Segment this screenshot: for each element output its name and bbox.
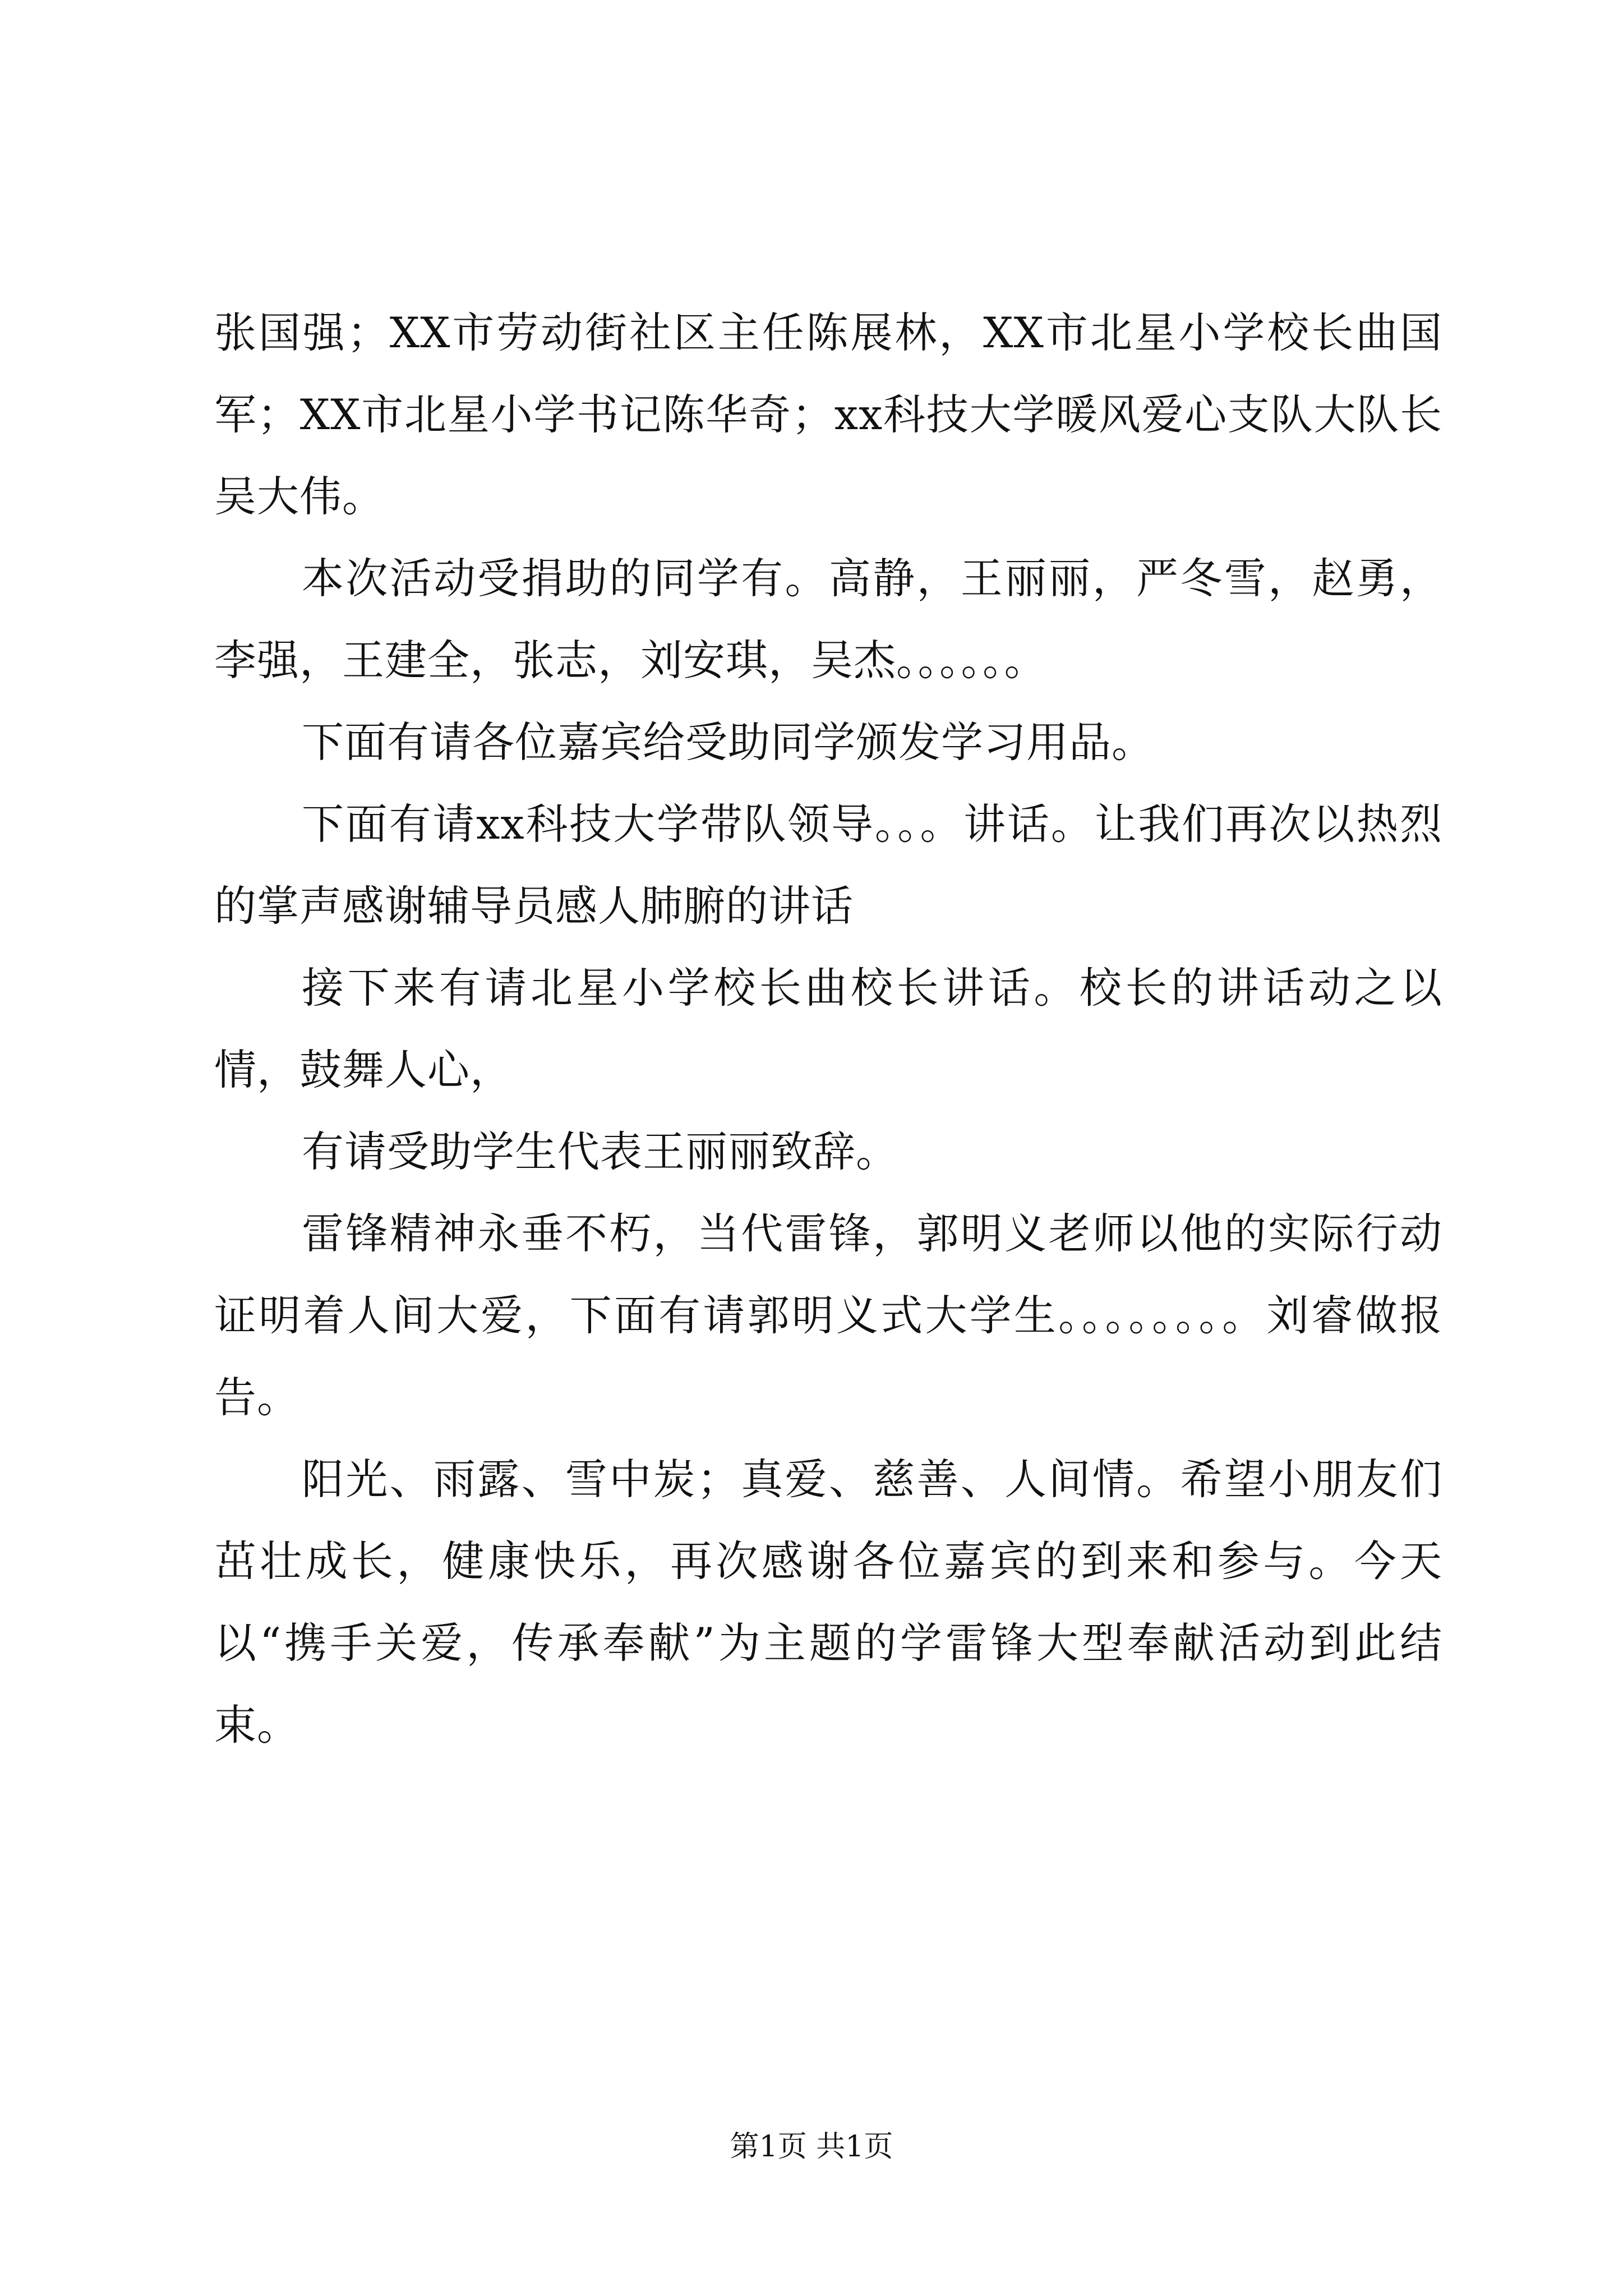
- paragraph-continuation: 张国强；XX市劳动街社区主任陈展林，XX市北星小学校长曲国军；XX市北星小学书记陈华奇；xx科技大学暖风爱心支队大队长吴大伟。: [214, 308, 1442, 521]
- paragraph-report: 雷锋精神永垂不朽，当代雷锋，郭明义老师以他的实际行动证明着人间大爱，下面有请郭明义式大学生。。。。。。。。刘睿做报告。: [214, 1209, 1442, 1422]
- paragraph-closing: 阳光、雨露、雪中炭；真爱、慈善、人间情。希望小朋友们茁壮成长，健康快乐，再次感谢各位嘉宾的到来和参与。今天以“携手关爱，传承奉献”为主题的学雷锋大型奉献活动到此结束。: [214, 1455, 1442, 1750]
- page-number-footer: 第1页 共1页: [730, 2130, 893, 2164]
- paragraph-principal-speech: 接下来有请北星小学校长曲校长讲话。校长的讲话动之以情，鼓舞人心，: [214, 963, 1442, 1094]
- paragraph-supplies: 下面有请各位嘉宾给受助同学颁发学习用品。: [302, 717, 1155, 767]
- paragraph-student-speech: 有请受助学生代表王丽丽致辞。: [302, 1127, 899, 1176]
- document-body: [214, 292, 1442, 1766]
- paragraph-leader-speech: 下面有请xx科技大学带队领导。。。讲话。让我们再次以热烈的掌声感谢辅导员感人肺腑的讲话: [214, 799, 1442, 931]
- paragraph-recipients: 本次活动受捐助的同学有。高静，王丽丽，严冬雪，赵勇，李强，王建全，张志，刘安琪，吴杰。。。。。。: [214, 554, 1442, 685]
